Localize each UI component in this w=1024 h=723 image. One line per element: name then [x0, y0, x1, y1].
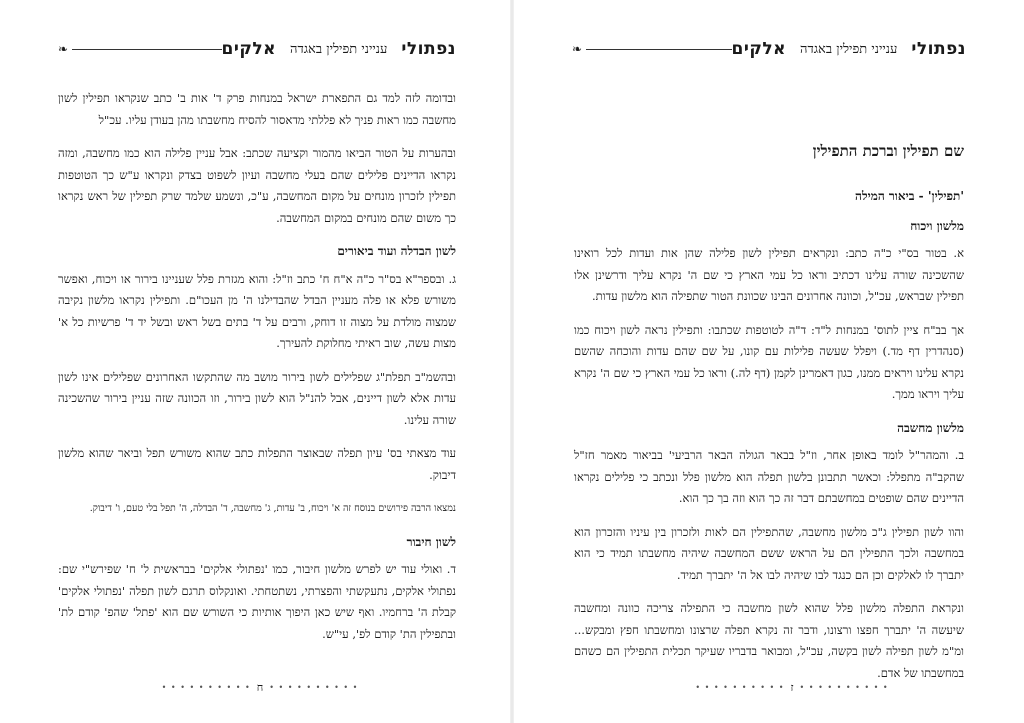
left-running-head — [58, 36, 456, 62]
footer-dots: • • • • • • • • • • — [161, 682, 251, 692]
page-number: ז — [790, 680, 794, 694]
paragraph: ובדומה לזה למד גם התפארת ישראל במנחות פרק ד' אות ב' כתב שנקראו תפילין לשון מחשבה כמו ראות פניך לא פללתי מדאסור להסיח מחשבתו מהן בעודן עליו. עכ"ל — [58, 91, 456, 127]
paragraph: והוו לשון תפילין ג"כ מלשון מחשבה, שהתפילין הם לאות ולזכרון בין עיניו והזכרון הוא במחשבה ולכך התפילין הם על הראש ששם המחשבה שיהיה מחשבתו תמיד כי הוא יתברך לו לאלקים וכן הם כנגד לבו שיהיה לבו אל ה' יתברך תמיד. — [574, 524, 964, 582]
small-note: נמצאו הרבה פירושים בנוסח זה א' ויכוח, ב' עדות, ג' מחשבה, ד' הבדלה, ה' תפל בלי טעם, ו' דיבוק. — [89, 503, 456, 514]
subsection-title: 'תפילין' - ביאור המילה — [855, 189, 964, 203]
flourish-icon: ❧ — [572, 42, 583, 56]
flourish-icon: ❧ — [58, 42, 69, 56]
left-footer — [160, 680, 360, 694]
page-number: ח — [256, 680, 264, 694]
right-page — [512, 0, 1024, 723]
paragraph: אך בב"ח ציין לתוס' במנחות ל"ד: ד"ה לטוטפות שכתבו: ותפילין נראה לשון ויכוח כמו (סנהדרין דף מד.) ויפלל שעשה פלילות עם קונו, על שם שהם עדות והוכחה שהשם נקרא עלינו ויראים ממנו, כגון דאמרינן לקמן (דף לה.) וראו כל עמי הארץ כי שם ה' נקרא עליך ויראו ממך. — [574, 322, 964, 401]
ornament-rule — [572, 43, 732, 55]
paragraph: ונקראת התפלה מלשון פלל שהוא לשון מחשבה כי התפילה צריכה כוונה ומחשבה שיעשה ה' יתברך חפצו ורצונו, ודבר זה נקרא תפלה שרצונו ומחשבתו חפץ ומבקש... ומ"מ לשון תפילה לשון בקשה, עכ"ל, ומבואר בדבריו שעיקר תכלית התפילין הם כשהם במחשבתו של אדם. — [574, 601, 964, 680]
ornament-rule — [58, 43, 222, 55]
left-body-text — [58, 88, 456, 657]
running-head-title: נפתולי — [401, 39, 456, 59]
section-heading: לשון הבדלה ועוד ביאורים — [337, 244, 456, 258]
running-head-author: אלקים — [731, 39, 787, 59]
running-head-subtitle: ענייני תפילין באגדה — [800, 42, 898, 57]
footer-dots: • • • • • • • • • • — [799, 682, 889, 692]
running-head-author: אלקים — [221, 39, 277, 59]
right-footer — [692, 680, 892, 694]
right-running-head — [572, 36, 966, 62]
paragraph: ובהשמ"ב תפלת"ג שפלילים לשון בירור מושב מה שהתקשו האחרונים שפלילים אינו לשון עדות אלא לשון דיינים, אבל להנ"ל הוא לשון בירור, וזו הכוונה שזה עניין בירור שהשכינה שורה עלינו. — [58, 369, 456, 427]
footer-dots: • • • • • • • • • • — [695, 682, 785, 692]
section-heading: לשון חיבור — [406, 534, 456, 549]
running-head-subtitle: ענייני תפילין באגדה — [290, 42, 388, 57]
paragraph: ד. ואולי עוד יש לפרש מלשון חיבור, כמו 'נפתולי אלקים' בבראשית ל' ח' שפירש"י שם: נפתולי אלקים, נתעקשתי והפצרתי, נשתטחתי. ואונקלוס תרגם לשון תפלה 'נפתולי אלקים' קבלת ה' ברחמיו. ואף שיש כאן היפוך אותיות כי השורש שם הוא 'פתל' שהפ' קודם לת' ובתפילין הת' קודם לפ', עי"ש. — [58, 562, 456, 641]
paragraph: ובהערות על הטור הביאו מהמור וקציעה שכתב: אבל עניין פלילה הוא כמו מחשבה, ומזה נקראו הדיינים פלילים שהם בעלי מחשבה ועיון לשפוט בצדק ונקראו ע"ש כך הטוטפות תפילין לזכרון מונחים על מקום המחשבה, ע"כ, ונשמע שלמד שרק תפילין של ראש נקראו כך משום שהם מונחים במקום המחשבה. — [58, 146, 456, 225]
paragraph: ב. והמהר"ל לומד באופן אחר, וז"ל בבאר הגולה הבאר הרביעי' בביאור מאמר חז"ל שהקב"ה מתפלל: וכאשר תתבונן בלשון תפלה הוא מלשון פלל ונכתב כי פלילים נקראו הדיינים שהם שופטים במחשבתם דבר זה כך הוא וזה בך כך הוא. — [574, 448, 964, 505]
section-heading: מלשון ויכוח — [910, 218, 964, 233]
paragraph: עוד מצאתי בס' עיון תפלה שבאוצר התפלות כתב שהוא משורש תפל וביאר שהוא מלשון דיבוק. — [58, 446, 456, 482]
footer-dots: • • • • • • • • • • — [269, 682, 359, 692]
paragraph: א. בטור בס"י כ"ה כתב: ונקראים תפילין לשון פלילה שהן אות ועדות לכל רואינו שהשכינה שורה עלינו דכתיב וראו כל עמי הארץ כי שם ה' נקרא עליך ודרשינן אלו תפילין שבראש, עכ"ל, וכוונה אחרונים הבינו שכוונת הטור שתפילה הוא מלשון עדות. — [574, 246, 964, 303]
running-head-title: נפתולי — [911, 39, 966, 59]
paragraph: ג. ובספר"א בס"ר כ"ה א"ח ח' כתב וז"ל: והוא מגזרת פלל שעניינו בירור או ויכוח, ואפשר משורש פלא או פלה מעניין הבדל שהבדילנו ה' מן העכו"ם. ותפילין נקראו מלשון נקיבה שמצוה מולדת על מצוה זו דוחק, ורבים על ד' בתים בשל ראש ובשל יד ד' פרשיות כל א' מצות עשה, שוב ראיתי מחלוקת להעירך. — [58, 271, 456, 350]
right-body-text — [574, 186, 964, 696]
chapter-title: שם תפילין וברכת התפילין — [812, 142, 964, 160]
section-heading: מלשון מחשבה — [897, 420, 964, 435]
